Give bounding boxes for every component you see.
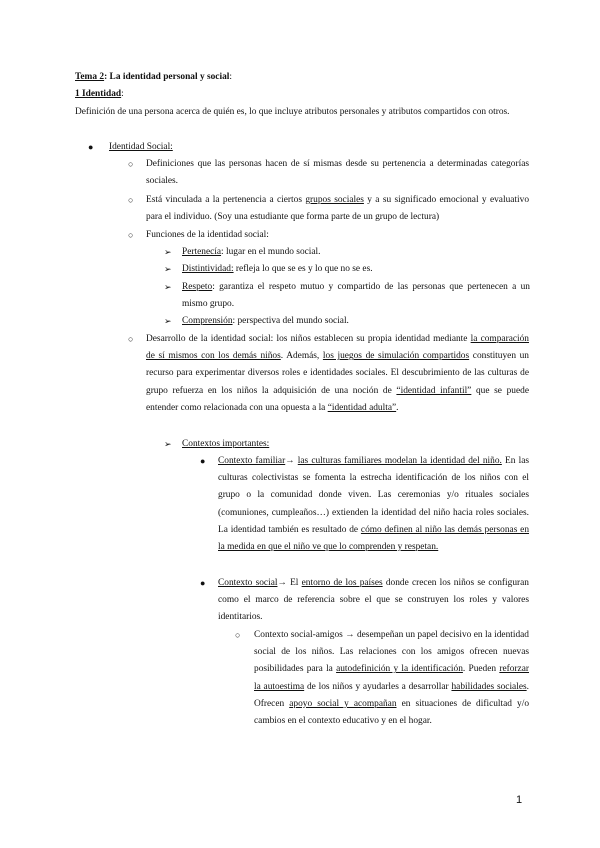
- arrow-bullet: ➢: [164, 282, 172, 292]
- contextos-heading: Contextos importantes:: [182, 439, 270, 449]
- arrow-bullet: ➢: [164, 316, 172, 326]
- funcion-distintividad: Distintividad: refleja lo que se es y lo que no se es.: [182, 264, 373, 274]
- desarrollo-paragraph: Desarrollo de la identidad social: los niños establecen su propia identidad mediante la comparación de sí mismos con los demás niños. Además, los juegos de simulación compartidos constituyen un recurso para experimentar diversos roles e identidades sociales. El descubrimiento de las culturas de grupo refuerza en los niños la adquisición de una noción de “identidad infantil” que se puede entender como relacionada con una opuesta a la “identidad adulta”.: [146, 334, 529, 413]
- funcion-comprension: Comprensión: perspectiva del mundo social.: [182, 316, 349, 326]
- circle-bullet: ○: [128, 334, 134, 344]
- circle-bullet: ○: [235, 630, 241, 640]
- funcion-respeto: Respeto: garantiza el respeto mutuo y compartido de las personas que pertenecen a un mismo grupo.: [182, 282, 530, 310]
- definition-paragraph: Definición de una persona acerca de quién es, lo que incluye atributos personales y atributos compartidos con otros.: [75, 107, 510, 117]
- title-text: : La identidad personal y social: [104, 72, 230, 82]
- disc-bullet: ●: [200, 456, 206, 466]
- disc-bullet: ●: [88, 142, 94, 152]
- title-colon: :: [229, 72, 232, 82]
- funciones-heading: Funciones de la identidad social:: [146, 230, 269, 240]
- contexto-social: Contexto social→ El entorno de los países donde crecen los niños se configuran como el marco de referencia sobre el que se construyen los roles y valores identitarios.: [218, 578, 529, 623]
- page-number: 1: [516, 794, 523, 806]
- arrow-bullet: ➢: [164, 247, 172, 257]
- identidad-social-label: Identidad Social:: [109, 142, 173, 152]
- funcion-pertenencia: Pertenecía: lugar en el mundo social.: [182, 247, 321, 257]
- circle-bullet: ○: [128, 159, 134, 169]
- social-vinculada: Está vinculada a la pertenencia a ciertos grupos sociales y a su significado emocional y evaluativo para el individuo. (Soy una estudiante que forma parte de un grupo de lectura): [146, 195, 530, 223]
- social-definition: Definiciones que las personas hacen de sí mismas desde su pertenencia a determinadas categorías sociales.: [146, 159, 529, 187]
- arrow-bullet: ➢: [164, 264, 172, 274]
- contexto-familiar: Contexto familiar→ las culturas familiares modelan la identidad del niño. En las culturas colectivistas se fomenta la estrecha identificación de los niños con el grupo o la comunidad donde viven. Las ceremonias y/o rituales sociales (comuniones, cumpleaños…) extienden la identidad del niño hacia roles sociales. La identidad también es resultado de cómo definen al niño las demás personas en la medida en que el niño ve que lo comprenden y respetan.: [218, 456, 530, 553]
- heading-identidad: 1 Identidad: [75, 89, 122, 99]
- title-tema: Tema 2: [75, 72, 105, 82]
- circle-bullet: ○: [128, 230, 134, 240]
- contexto-social-amigos: Contexto social-amigos → desempeñan un papel decisivo en la identidad social de los niños. Las relaciones con los amigos ofrecen nuevas posibilidades para la autodefinición y la identificación. Pueden reforzar la autoestima de los niños y ayudarles a desarrollar habilidades sociales. Ofrecen apoyo social y acompañan en situaciones de dificultad y/o cambios en el contexto educativo y en el hogar.: [254, 630, 530, 727]
- heading-colon: :: [121, 89, 124, 99]
- disc-bullet: ●: [200, 578, 206, 588]
- arrow-bullet: ➢: [164, 439, 172, 449]
- page-title: [75, 69, 535, 86]
- section-heading: [75, 86, 535, 103]
- circle-bullet: ○: [128, 195, 134, 205]
